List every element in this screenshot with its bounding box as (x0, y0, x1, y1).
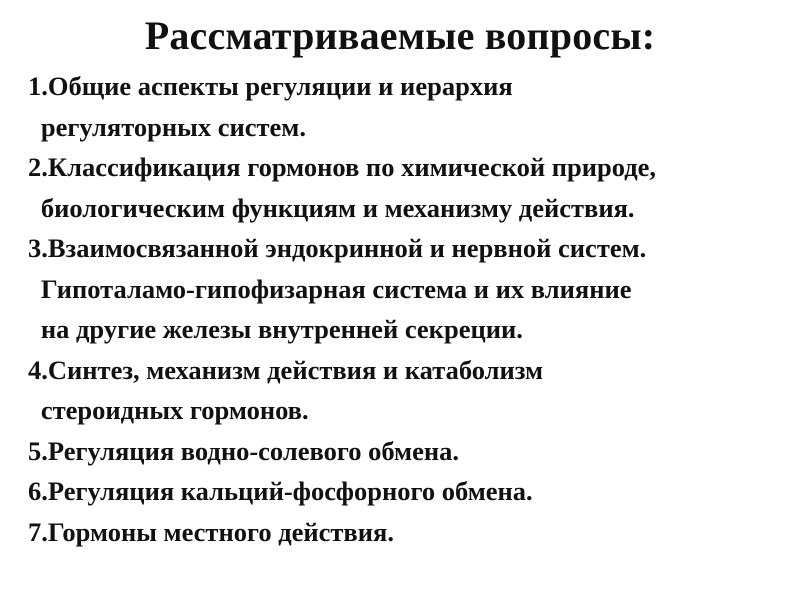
item-number: 1. (28, 71, 48, 101)
list-item-6 (28, 471, 788, 512)
list-item-3 (28, 228, 788, 350)
item-text-line: Синтез, механизм действия и катаболизм (47, 354, 544, 385)
questions-list (28, 66, 788, 552)
item-text-line: Взаимосвязанной эндокринной и нервной систем. (47, 233, 647, 263)
list-item-5 (28, 431, 788, 472)
item-text-line: Регуляция водно-солевого обмена. (47, 435, 460, 466)
item-text-line: Классификация гормонов по химической природе, (47, 152, 657, 182)
item-text-line: биологическим функциям и механизму действия. (40, 192, 635, 223)
item-number: 5. (28, 435, 48, 466)
list-item-1 (28, 66, 788, 147)
item-text-line: Гормоны местного действия. (47, 516, 394, 547)
item-number: 4. (28, 354, 48, 385)
slide-title: Рассматриваемые вопросы: (144, 13, 656, 58)
item-number: 7. (28, 516, 48, 547)
item-text-line: на другие железы внутренней секреции. (40, 314, 523, 344)
list-item-2 (28, 147, 788, 228)
list-item-4 (28, 350, 788, 431)
item-number: 3. (28, 233, 48, 263)
item-text-line: Общие аспекты регуляции и иерархия (47, 71, 513, 101)
item-number: 2. (28, 152, 48, 182)
item-text-line: регуляторных систем. (40, 111, 306, 142)
item-text-line: Регуляция кальций-фосфорного обмена. (47, 476, 533, 506)
item-text-line: стероидных гормонов. (40, 395, 309, 425)
list-item-7 (28, 512, 788, 553)
item-text-line: Гипоталамо-гипофизарная система и их влияние (40, 273, 632, 304)
item-number: 6. (28, 476, 48, 506)
